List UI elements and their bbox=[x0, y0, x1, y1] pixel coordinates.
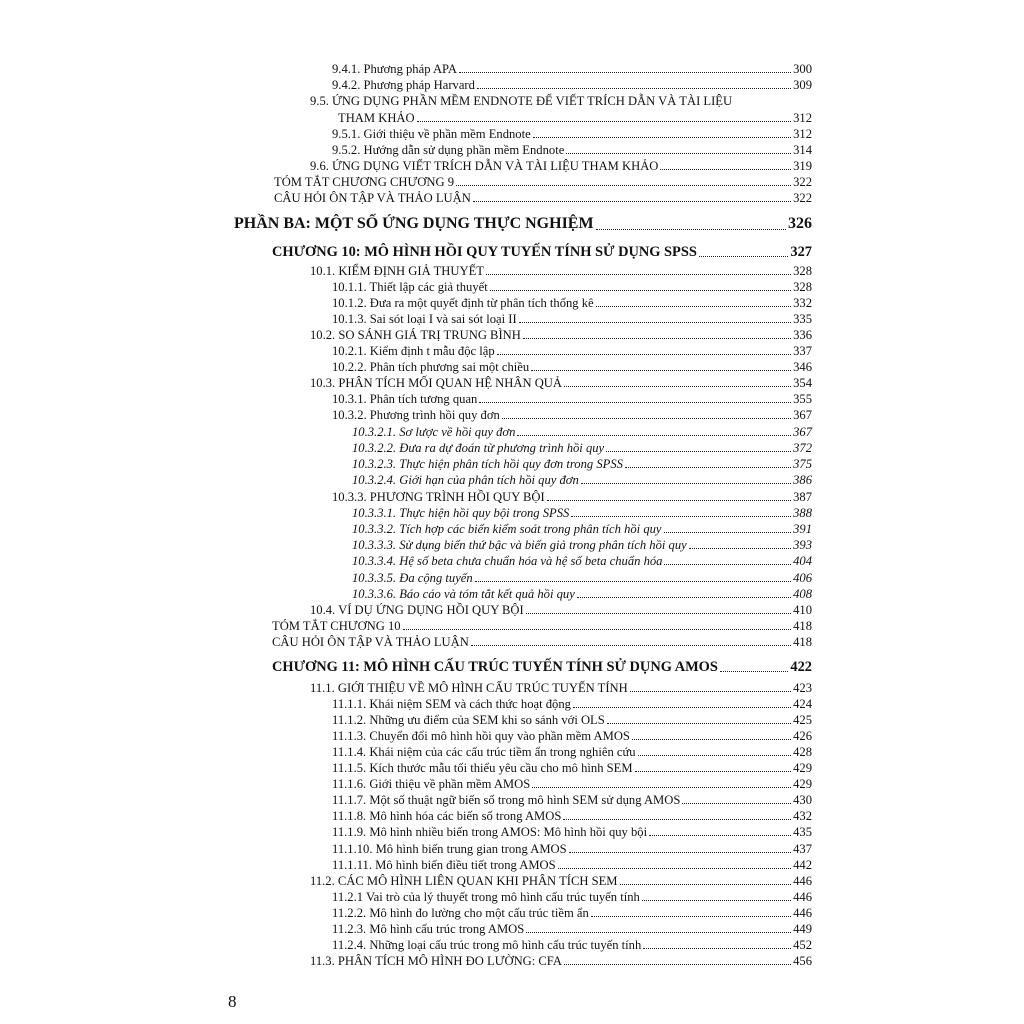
dot-leader bbox=[591, 915, 791, 917]
toc-entry-page: 428 bbox=[793, 745, 812, 759]
toc-entry-title: 10.1.3. Sai sót loại I và sai sót loại II bbox=[332, 312, 517, 326]
toc-entry-page: 446 bbox=[793, 874, 812, 888]
toc-entry-page: 418 bbox=[793, 619, 812, 633]
toc-entry bbox=[332, 888, 812, 904]
toc-entry-page: 442 bbox=[793, 858, 812, 872]
toc-entry-title: 9.6. ỨNG DỤNG VIẾT TRÍCH DẪN VÀ TÀI LIỆU THAM KHẢO bbox=[310, 159, 659, 173]
toc-entry-title: TÓM TẮT CHƯƠNG 10 bbox=[272, 619, 401, 633]
toc-entry-title: 11.2.4. Những loại cấu trúc trong mô hình cấu trúc tuyến tính bbox=[332, 938, 642, 952]
toc-entry-page: 391 bbox=[793, 522, 812, 536]
dot-leader bbox=[531, 369, 791, 371]
toc-entry-title: CHƯƠNG 11: MÔ HÌNH CẤU TRÚC TUYẾN TÍNH SỬ DỤNG AMOS bbox=[272, 659, 718, 675]
dot-leader bbox=[664, 563, 791, 565]
toc-entry-title: 10.3.3.6. Báo cáo và tóm tắt kết quả hồi quy bbox=[352, 587, 575, 601]
toc-entry-title: 10.1.1. Thiết lập các giả thuyết bbox=[332, 280, 488, 294]
toc-entry-title: 11.2. CÁC MÔ HÌNH LIÊN QUAN KHI PHÂN TÍCH SEM bbox=[310, 874, 618, 888]
toc-entry-title: 11.1.6. Giới thiệu về phần mềm AMOS bbox=[332, 777, 531, 791]
dot-leader bbox=[403, 628, 792, 630]
dot-leader bbox=[502, 417, 791, 419]
toc-entry-page: 312 bbox=[793, 127, 812, 141]
toc-entry bbox=[352, 471, 812, 487]
toc-entry-title: 11.2.2. Mô hình đo lường cho một cấu trúc tiềm ẩn bbox=[332, 906, 589, 920]
toc-entry bbox=[332, 743, 812, 759]
dot-leader bbox=[459, 71, 791, 73]
toc-entry-title: 9.5. ỨNG DỤNG PHẦN MỀM ENDNOTE ĐỂ VIẾT TRÍCH DẪN VÀ TÀI LIỆU bbox=[310, 94, 733, 108]
toc-entry-page: 375 bbox=[793, 457, 812, 471]
toc-entry-title: 10.3.2.1. Sơ lược về hồi quy đơn bbox=[352, 425, 516, 439]
toc-entry-title: 10.1.2. Đưa ra một quyết định từ phân tích thống kê bbox=[332, 296, 594, 310]
toc-entry-title: 10.3.2. Phương trình hồi quy đơn bbox=[332, 408, 500, 422]
toc-entry bbox=[272, 633, 812, 649]
toc-entry-page: 387 bbox=[793, 490, 812, 504]
dot-leader bbox=[620, 883, 792, 885]
toc-entry-title: 10.2. SO SÁNH GIÁ TRỊ TRUNG BÌNH bbox=[310, 328, 521, 342]
toc-chapter-entry bbox=[272, 657, 812, 675]
toc-entry-page: 406 bbox=[793, 571, 812, 585]
dot-leader bbox=[471, 644, 791, 646]
toc-entry bbox=[332, 695, 812, 711]
toc-entry-page: 314 bbox=[793, 143, 812, 157]
toc-entry-page: 435 bbox=[793, 825, 812, 839]
dot-leader bbox=[566, 152, 791, 154]
toc-entry-title: 10.2.2. Phân tích phương sai một chiều bbox=[332, 360, 530, 374]
toc-entry bbox=[274, 189, 812, 205]
toc-entry bbox=[332, 807, 812, 823]
dot-leader bbox=[477, 87, 791, 89]
toc-entry-title: 10.3.3.1. Thực hiện hồi quy bội trong SPSS bbox=[352, 506, 570, 520]
toc-entry bbox=[272, 617, 812, 633]
toc-entry bbox=[352, 423, 812, 439]
toc-entry-title: CÂU HỎI ÔN TẬP VÀ THẢO LUẬN bbox=[272, 635, 469, 649]
toc-entry-title: 11.1.10. Mô hình biến trung gian trong AMOS bbox=[332, 842, 567, 856]
toc-entry-title: 11.1.1. Khái niệm SEM và cách thức hoạt động bbox=[332, 697, 571, 711]
toc-entry-title: 11.2.1 Vai trò của lý thuyết trong mô hình cấu trúc tuyến tính bbox=[332, 890, 640, 904]
dot-leader bbox=[682, 802, 791, 804]
toc-part-entry bbox=[234, 213, 812, 233]
toc-entry-title: 11.1.3. Chuyển đổi mô hình hồi quy vào phần mềm AMOS bbox=[332, 729, 630, 743]
dot-leader bbox=[569, 851, 791, 853]
toc-entry bbox=[310, 157, 812, 173]
toc-entry bbox=[332, 904, 812, 920]
dot-leader bbox=[475, 580, 791, 582]
toc-entry-page: 426 bbox=[793, 729, 812, 743]
dot-leader bbox=[720, 670, 789, 672]
toc-entry-page: 418 bbox=[793, 635, 812, 649]
toc-entry-title: CÂU HỎI ÔN TẬP VÀ THẢO LUẬN bbox=[274, 191, 471, 205]
dot-leader bbox=[596, 228, 786, 230]
toc-entry bbox=[352, 536, 812, 552]
toc-entry bbox=[332, 76, 812, 92]
toc-entry-title: 10.3.3.3. Sử dụng biến thứ bậc và biến giả trong phân tích hồi quy bbox=[352, 538, 687, 552]
dot-leader bbox=[632, 738, 791, 740]
toc-entry bbox=[332, 791, 812, 807]
toc-entry-page: 424 bbox=[793, 697, 812, 711]
dot-leader bbox=[577, 596, 791, 598]
toc-entry-page: 410 bbox=[793, 603, 812, 617]
toc-entry bbox=[332, 310, 812, 326]
toc-entry-title: 10.3.2.4. Giới hạn của phân tích hồi quy đơn bbox=[352, 473, 579, 487]
dot-leader bbox=[660, 168, 791, 170]
toc-entry bbox=[332, 840, 812, 856]
toc-entry bbox=[310, 872, 812, 888]
toc-entry bbox=[352, 504, 812, 520]
toc-entry-title: CHƯƠNG 10: MÔ HÌNH HỒI QUY TUYẾN TÍNH SỬ DỤNG SPSS bbox=[272, 244, 697, 260]
dot-leader bbox=[533, 136, 791, 138]
toc-entry-title: 9.5.2. Hướng dẫn sử dụng phần mềm Endnote bbox=[332, 143, 565, 157]
toc-entry-page: 425 bbox=[793, 713, 812, 727]
dot-leader bbox=[571, 515, 791, 517]
toc-entry bbox=[332, 141, 812, 157]
dot-leader bbox=[699, 255, 789, 257]
toc-entry bbox=[352, 552, 812, 568]
toc-entry-title: 10.1. KIỂM ĐỊNH GIẢ THUYẾT bbox=[310, 264, 484, 278]
toc-entry bbox=[310, 326, 812, 342]
dot-leader bbox=[497, 353, 791, 355]
toc-entry bbox=[352, 520, 812, 536]
toc-entry-page: 312 bbox=[793, 111, 812, 125]
dot-leader bbox=[564, 963, 791, 965]
dot-leader bbox=[649, 834, 791, 836]
toc-entry-title: 10.3.3.2. Tích hợp các biến kiểm soát trong phân tích hồi quy bbox=[352, 522, 662, 536]
toc-entry-page: 446 bbox=[793, 906, 812, 920]
toc-entry-page: 408 bbox=[793, 587, 812, 601]
dot-leader bbox=[638, 754, 792, 756]
toc-entry-page: 332 bbox=[793, 296, 812, 310]
toc-entry-title: 11.1.2. Những ưu điểm của SEM khi so sánh với OLS bbox=[332, 713, 605, 727]
toc-entry-title: 10.3.3. PHƯƠNG TRÌNH HỒI QUY BỘI bbox=[332, 490, 545, 504]
dot-leader bbox=[517, 434, 791, 436]
dot-leader bbox=[581, 482, 791, 484]
toc-entry-page: 430 bbox=[793, 793, 812, 807]
toc-entry-page: 354 bbox=[793, 376, 812, 390]
toc-entry bbox=[332, 390, 812, 406]
toc-entry-page: 336 bbox=[793, 328, 812, 342]
toc-entry-page: 319 bbox=[793, 159, 812, 173]
toc-entry bbox=[332, 823, 812, 839]
toc-entry-title: 9.5.1. Giới thiệu về phần mềm Endnote bbox=[332, 127, 531, 141]
toc-entry-title: 11.1.5. Kích thước mẫu tối thiểu yêu cầu cho mô hình SEM bbox=[332, 761, 633, 775]
toc-entry bbox=[274, 173, 812, 189]
toc-entry-page: 372 bbox=[793, 441, 812, 455]
toc-entry bbox=[352, 455, 812, 471]
dot-leader bbox=[596, 305, 791, 307]
toc-entry-title: 10.3.2.3. Thực hiện phân tích hồi quy đơn trong SPSS bbox=[352, 457, 623, 471]
toc-entry-page: 346 bbox=[793, 360, 812, 374]
toc-entry-title: 10.3.1. Phân tích tương quan bbox=[332, 392, 478, 406]
toc-entry-page: 422 bbox=[790, 659, 812, 675]
dot-leader bbox=[625, 466, 791, 468]
toc-entry bbox=[310, 374, 812, 390]
dot-leader bbox=[643, 947, 791, 949]
toc-entry-page: 326 bbox=[788, 215, 812, 232]
dot-leader bbox=[563, 818, 791, 820]
toc-entry-page: 337 bbox=[793, 344, 812, 358]
toc-entry bbox=[310, 92, 812, 108]
toc-entry-page: 437 bbox=[793, 842, 812, 856]
toc-entry bbox=[332, 920, 812, 936]
page-number: 8 bbox=[228, 992, 237, 1011]
dot-leader bbox=[607, 722, 791, 724]
toc-chapter-entry bbox=[272, 242, 812, 260]
toc-entry bbox=[332, 358, 812, 374]
toc-entry bbox=[338, 109, 812, 125]
toc-entry-title: 11.1.8. Mô hình hóa các biến số trong AMOS bbox=[332, 809, 562, 823]
dot-leader bbox=[558, 867, 791, 869]
dot-leader bbox=[490, 289, 791, 291]
toc-entry-page: 335 bbox=[793, 312, 812, 326]
dot-leader bbox=[642, 899, 791, 901]
toc-entry-page: 367 bbox=[793, 425, 812, 439]
toc-entry-title: TÓM TẮT CHƯƠNG CHƯƠNG 9 bbox=[274, 175, 455, 189]
toc-entry-title: THAM KHẢO bbox=[338, 111, 415, 125]
toc-entry-title: 11.2.3. Mô hình cấu trúc trong AMOS bbox=[332, 922, 525, 936]
dot-leader bbox=[486, 273, 791, 275]
toc-entry-page: 449 bbox=[793, 922, 812, 936]
dot-leader bbox=[664, 531, 792, 533]
toc-entry bbox=[310, 262, 812, 278]
toc-entry-page: 404 bbox=[793, 554, 812, 568]
dot-leader bbox=[606, 450, 791, 452]
toc-entry bbox=[332, 488, 812, 504]
dot-leader bbox=[417, 120, 792, 122]
toc-entry bbox=[310, 679, 812, 695]
dot-leader bbox=[456, 184, 791, 186]
toc-entry-title: 9.4.1. Phương pháp APA bbox=[332, 62, 457, 76]
toc-entry-title: 11.1. GIỚI THIỆU VỀ MÔ HÌNH CẤU TRÚC TUYẾN TÍNH bbox=[310, 681, 628, 695]
dot-leader bbox=[473, 200, 791, 202]
dot-leader bbox=[573, 706, 791, 708]
toc-entry-title: 10.4. VÍ DỤ ỨNG DỤNG HỒI QUY BỘI bbox=[310, 603, 524, 617]
toc-entry-title: 11.1.11. Mô hình biến điều tiết trong AMOS bbox=[332, 858, 556, 872]
toc-entry bbox=[332, 775, 812, 791]
toc-entry bbox=[352, 439, 812, 455]
toc-entry bbox=[332, 125, 812, 141]
toc-entry bbox=[310, 601, 812, 617]
dot-leader bbox=[526, 612, 791, 614]
toc-entry-page: 388 bbox=[793, 506, 812, 520]
toc-entry-title: 9.4.2. Phương pháp Harvard bbox=[332, 78, 475, 92]
toc-entry bbox=[310, 952, 812, 968]
toc-entry bbox=[332, 342, 812, 358]
toc-entry-page: 367 bbox=[793, 408, 812, 422]
dot-leader bbox=[523, 337, 791, 339]
toc-entry-title: 11.3. PHÂN TÍCH MÔ HÌNH ĐO LƯỜNG: CFA bbox=[310, 954, 562, 968]
toc-entry bbox=[332, 936, 812, 952]
toc-entry-page: 322 bbox=[793, 191, 812, 205]
toc-entry-page: 355 bbox=[793, 392, 812, 406]
dot-leader bbox=[689, 547, 791, 549]
toc-entry-page: 452 bbox=[793, 938, 812, 952]
dot-leader bbox=[635, 770, 792, 772]
toc-entry-page: 386 bbox=[793, 473, 812, 487]
toc-entry-page: 328 bbox=[793, 280, 812, 294]
toc-entry-page: 328 bbox=[793, 264, 812, 278]
dot-leader bbox=[479, 401, 791, 403]
toc-entry bbox=[332, 278, 812, 294]
toc-entry-title: PHẦN BA: MỘT SỐ ỨNG DỤNG THỰC NGHIỆM bbox=[234, 215, 594, 232]
toc-entry-title: 10.2.1. Kiểm định t mẫu độc lập bbox=[332, 344, 495, 358]
toc-entry bbox=[352, 585, 812, 601]
toc-entry-title: 10.3.3.4. Hệ số beta chưa chuẩn hóa và hệ số beta chuẩn hóa bbox=[352, 554, 663, 568]
dot-leader bbox=[547, 499, 791, 501]
toc-entry-page: 456 bbox=[793, 954, 812, 968]
toc-entry-page: 423 bbox=[793, 681, 812, 695]
toc-entry-title: 11.1.4. Khái niệm của các cấu trúc tiềm ẩn trong nghiên cứu bbox=[332, 745, 636, 759]
dot-leader bbox=[532, 786, 791, 788]
toc-entry-title: 10.3. PHÂN TÍCH MỐI QUAN HỆ NHÂN QUẢ bbox=[310, 376, 562, 390]
toc-entry-page: 429 bbox=[793, 761, 812, 775]
toc-entry bbox=[332, 406, 812, 422]
dot-leader bbox=[630, 690, 791, 692]
toc-entry bbox=[332, 60, 812, 76]
toc-entry-page: 429 bbox=[793, 777, 812, 791]
toc-entry bbox=[332, 856, 812, 872]
dot-leader bbox=[564, 385, 791, 387]
toc-entry-page: 322 bbox=[793, 175, 812, 189]
toc-entry bbox=[332, 711, 812, 727]
toc-entry-page: 300 bbox=[793, 62, 812, 76]
toc-entry-title: 11.1.9. Mô hình nhiều biến trong AMOS: Mô hình hồi quy bội bbox=[332, 825, 648, 839]
toc-entry-page: 309 bbox=[793, 78, 812, 92]
toc-entry-title: 10.3.3.5. Đa cộng tuyến bbox=[352, 571, 473, 585]
toc-entry-page: 327 bbox=[790, 244, 812, 260]
toc-entry bbox=[332, 759, 812, 775]
toc-entry bbox=[332, 294, 812, 310]
toc-entry-page: 432 bbox=[793, 809, 812, 823]
toc-entry-page: 393 bbox=[793, 538, 812, 552]
toc-entry bbox=[352, 569, 812, 585]
toc-entry-title: 11.1.7. Một số thuật ngữ biến số trong mô hình SEM sử dụng AMOS bbox=[332, 793, 681, 807]
dot-leader bbox=[519, 321, 791, 323]
dot-leader bbox=[526, 931, 791, 933]
toc-entry-page: 446 bbox=[793, 890, 812, 904]
toc-entry-title: 10.3.2.2. Đưa ra dự đoán từ phương trình hồi quy bbox=[352, 441, 605, 455]
toc-entry bbox=[332, 727, 812, 743]
